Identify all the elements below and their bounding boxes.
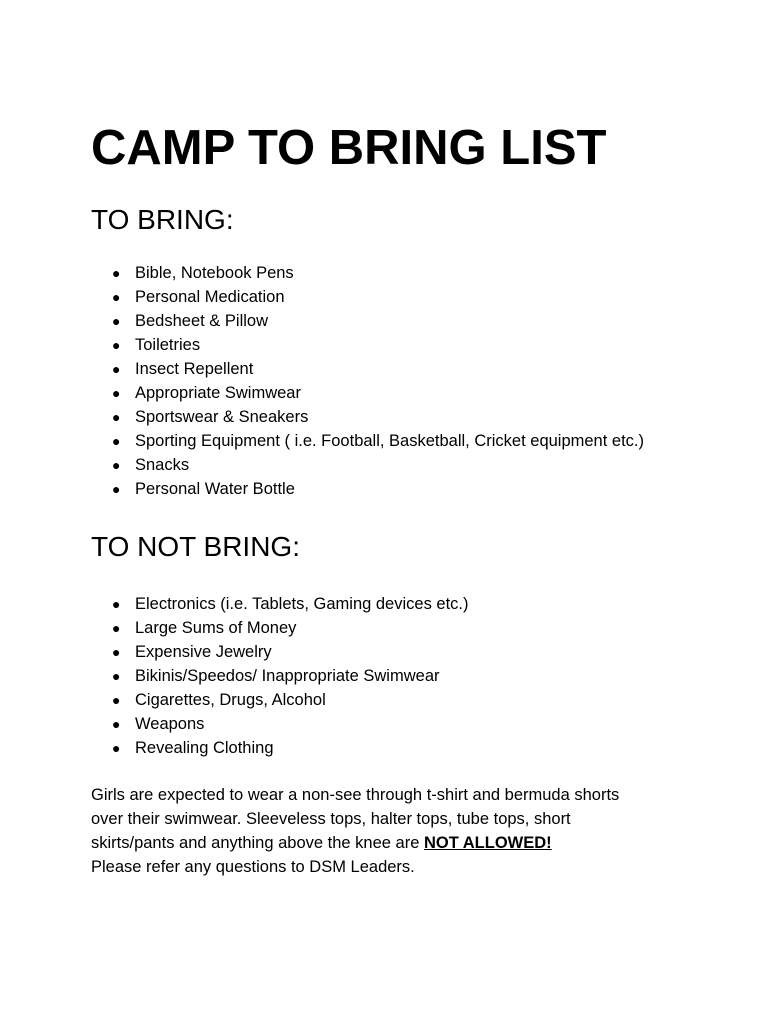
bullet-icon: ● [112,385,121,401]
bullet-icon: ● [112,289,121,305]
note-line: Girls are expected to wear a non-see through t-shirt and bermuda shorts [91,786,620,804]
bullet-icon: ● [112,313,121,329]
list-item [91,592,469,616]
list-item-text: Sportswear & Sneakers [135,408,309,426]
to-not-bring-heading: TO NOT BRING: [91,531,300,562]
list-item-text: Bikinis/Speedos/ Inappropriate Swimwear [135,667,440,685]
list-item-text: Revealing Clothing [135,739,274,757]
bullet-icon: ● [112,668,121,684]
to-bring-list [91,261,644,501]
list-item-text: Toiletries [135,336,201,354]
bullet-icon: ● [112,361,121,377]
list-item [91,285,644,309]
list-item-text: Appropriate Swimwear [135,384,301,402]
not-allowed-emphasis: NOT ALLOWED! [423,834,552,852]
to-not-bring-list [91,592,469,760]
bullet-icon: ● [112,716,121,732]
list-item [91,640,469,664]
list-item-text: Bible, Notebook Pens [135,264,294,282]
list-item [91,736,469,760]
list-item [91,405,644,429]
list-item [91,688,469,712]
dress-code-note [91,783,711,879]
bullet-icon: ● [112,740,121,756]
list-item [91,616,469,640]
list-item-text: Large Sums of Money [135,619,297,637]
list-item-text: Electronics (i.e. Tablets, Gaming devices etc.) [135,595,469,613]
bullet-icon: ● [112,337,121,353]
bullet-icon: ● [112,692,121,708]
document-title: CAMP TO BRING LIST [91,121,607,175]
list-item [91,333,644,357]
bullet-icon: ● [112,457,121,473]
list-item [91,453,644,477]
bullet-icon: ● [112,433,121,449]
list-item [91,261,644,285]
note-line: over their swimwear. Sleeveless tops, halter tops, tube tops, short [91,810,571,828]
list-item-text: Sporting Equipment ( i.e. Football, Basketball, Cricket equipment etc.) [135,432,644,450]
list-item-text: Cigarettes, Drugs, Alcohol [135,691,326,709]
list-item-text: Bedsheet & Pillow [135,312,268,330]
list-item [91,664,469,688]
list-item [91,357,644,381]
note-line [91,831,711,855]
bullet-icon: ● [112,620,121,636]
list-item [91,429,644,453]
list-item [91,309,644,333]
note-text: skirts/pants and anything above the knee are [91,834,424,852]
list-item-text: Insect Repellent [135,360,254,378]
to-bring-heading: TO BRING: [91,204,234,235]
list-item-text: Snacks [135,456,190,474]
list-item-text: Weapons [135,715,205,733]
bullet-icon: ● [112,265,121,281]
bullet-icon: ● [112,481,121,497]
list-item [91,712,469,736]
list-item [91,381,644,405]
bullet-icon: ● [112,409,121,425]
list-item-text: Personal Medication [135,288,285,306]
bullet-icon: ● [112,596,121,612]
list-item [91,477,644,501]
bullet-icon: ● [112,644,121,660]
list-item-text: Expensive Jewelry [135,643,272,661]
list-item-text: Personal Water Bottle [135,480,295,498]
note-line: Please refer any questions to DSM Leaders. [91,858,415,876]
